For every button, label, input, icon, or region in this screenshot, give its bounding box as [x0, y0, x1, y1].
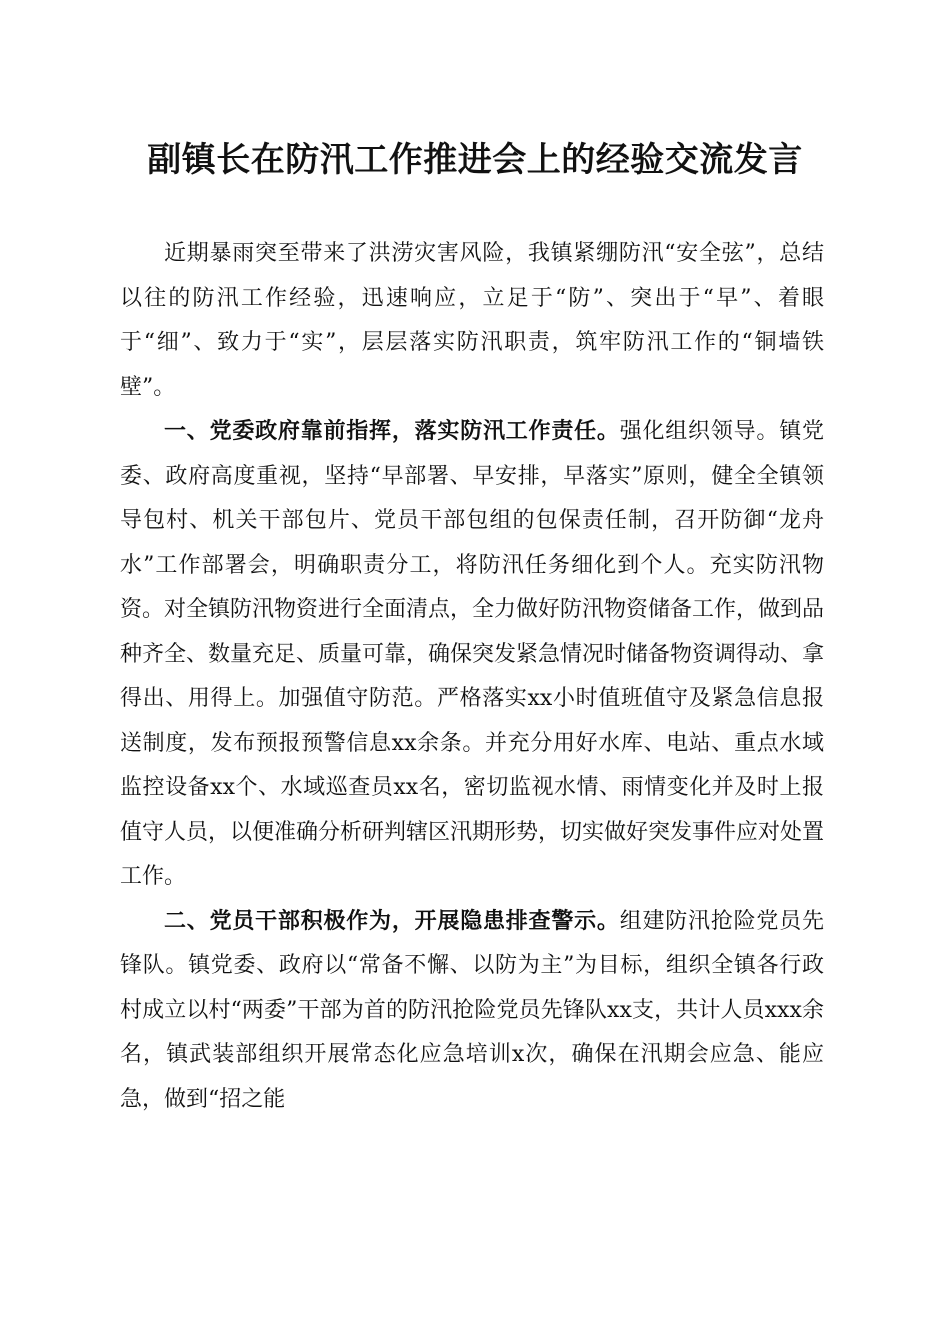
section-1-text: 强化组织领导。镇党委、政府高度重视，坚持“早部署、早安排，早落实”原则，健全全镇领导包村、机关干部包片、党员干部包组的包保责任制，召开防御“龙舟水”工作部署会，明确职责分工，将防汛任务细化到个人。充实防汛物资。对全镇防汛物资进行全面清点，全力做好防汛物资储备工作，做到品种齐全、数量充足、质量可靠，确保突发紧急情况时储备物资调得动、拿得出、用得上。加强值守防范。严格落实xx小时值班值守及紧急信息报送制度，发布预报预警信息xx余条。并充分用好水库、电站、重点水域监控设备xx个、水域巡查员xx名，密切监视水情、雨情变化并及时上报值守人员，以便准确分析研判辖区汛期形势，切实做好突发事件应对处置工作。 — [120, 419, 825, 889]
intro-paragraph-text: 近期暴雨突至带来了洪涝灾害风险，我镇紧绷防汛“安全弦”，总结以往的防汛工作经验，迅速响应，立足于“防”、突出于“早”、着眼于“细”、致力于“实”，层层落实防汛职责，筑牢防汛工作的“铜墙铁壁”。 — [120, 241, 824, 400]
section-1-paragraph — [120, 410, 824, 900]
section-2-paragraph — [120, 900, 824, 1123]
section-2-text: 组建防汛抢险党员先锋队。镇党委、政府以“常备不懈、以防为主”为目标，组织全镇各行政村成立以村“两委”干部为首的防汛抢险党员先锋队xx支，共计人员xxx余名，镇武装部组织开展常态化应急培训x次，确保在汛期会应急、能应急，做到“招之能 — [120, 908, 824, 1112]
section-2-heading: 二、党员干部积极作为，开展隐患排查警示。 — [164, 908, 620, 934]
document-title: 副镇长在防汛工作推进会上的经验交流发言 — [147, 140, 803, 180]
section-1-heading: 一、党委政府靠前指挥，落实防汛工作责任。 — [164, 419, 620, 444]
document-body — [120, 232, 824, 1122]
intro-paragraph — [120, 232, 824, 410]
